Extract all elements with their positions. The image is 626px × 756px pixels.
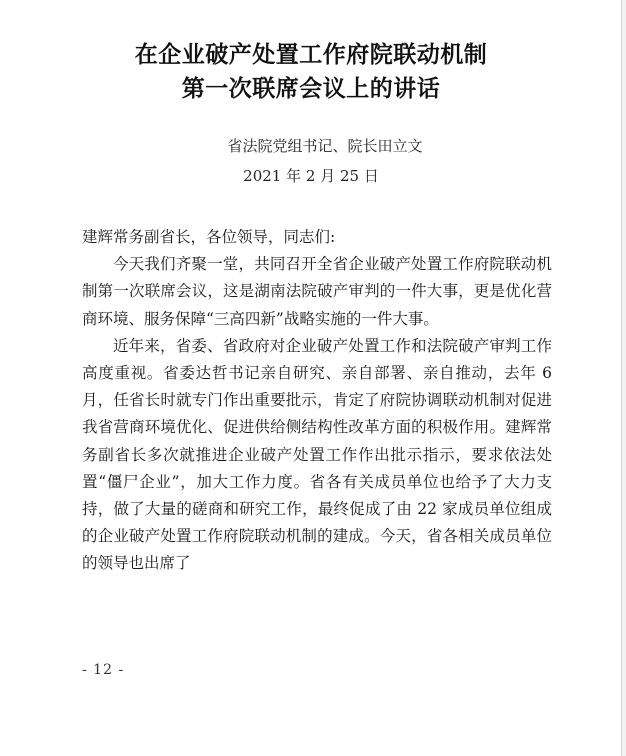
document-date: 2021 年 2 月 25 日	[243, 167, 379, 185]
document-body	[82, 224, 552, 578]
paragraph: 今天我们齐聚一堂，共同召开全省企业破产处置工作府院联动机制第一次联席会议，这是湖南法院破产审判的一件大事，更是优化营商环境、服务保障“三高四新”战略实施的一件大事。	[82, 255, 552, 328]
document-title-line-2: 第一次联席会议上的讲话	[181, 76, 441, 102]
salutation: 建辉常务副省长，各位领导，同志们:	[82, 228, 336, 246]
paragraph: 近年来，省委、省政府对企业破产处置工作和法院破产审判工作高度重视。省委达哲书记亲自研究、亲自部署、亲自推动，去年 6 月，任省长时就专门作出重要批示，肯定了府院协调联动机制对促进我省营商环境优化、促进供给侧结构性改革方面的积极作用。建辉常务副省长多次就推进企业破产处置工作作出批示指示，要求依法处置“僵尸企业”，加大工作力度。省各有关成员单位也给予了大力支持，做了大量的磋商和研究工作，最终促成了由 22 家成员单位组成的企业破产处置工作府院联动机制的建成。今天，省各相关成员单位的领导也出席了	[82, 336, 552, 573]
document-title-line-1: 在企业破产处置工作府院联动机制	[134, 42, 488, 68]
page-number: - 12 -	[82, 662, 125, 678]
document-author: 省法院党组书记、院长田立文	[227, 137, 423, 155]
